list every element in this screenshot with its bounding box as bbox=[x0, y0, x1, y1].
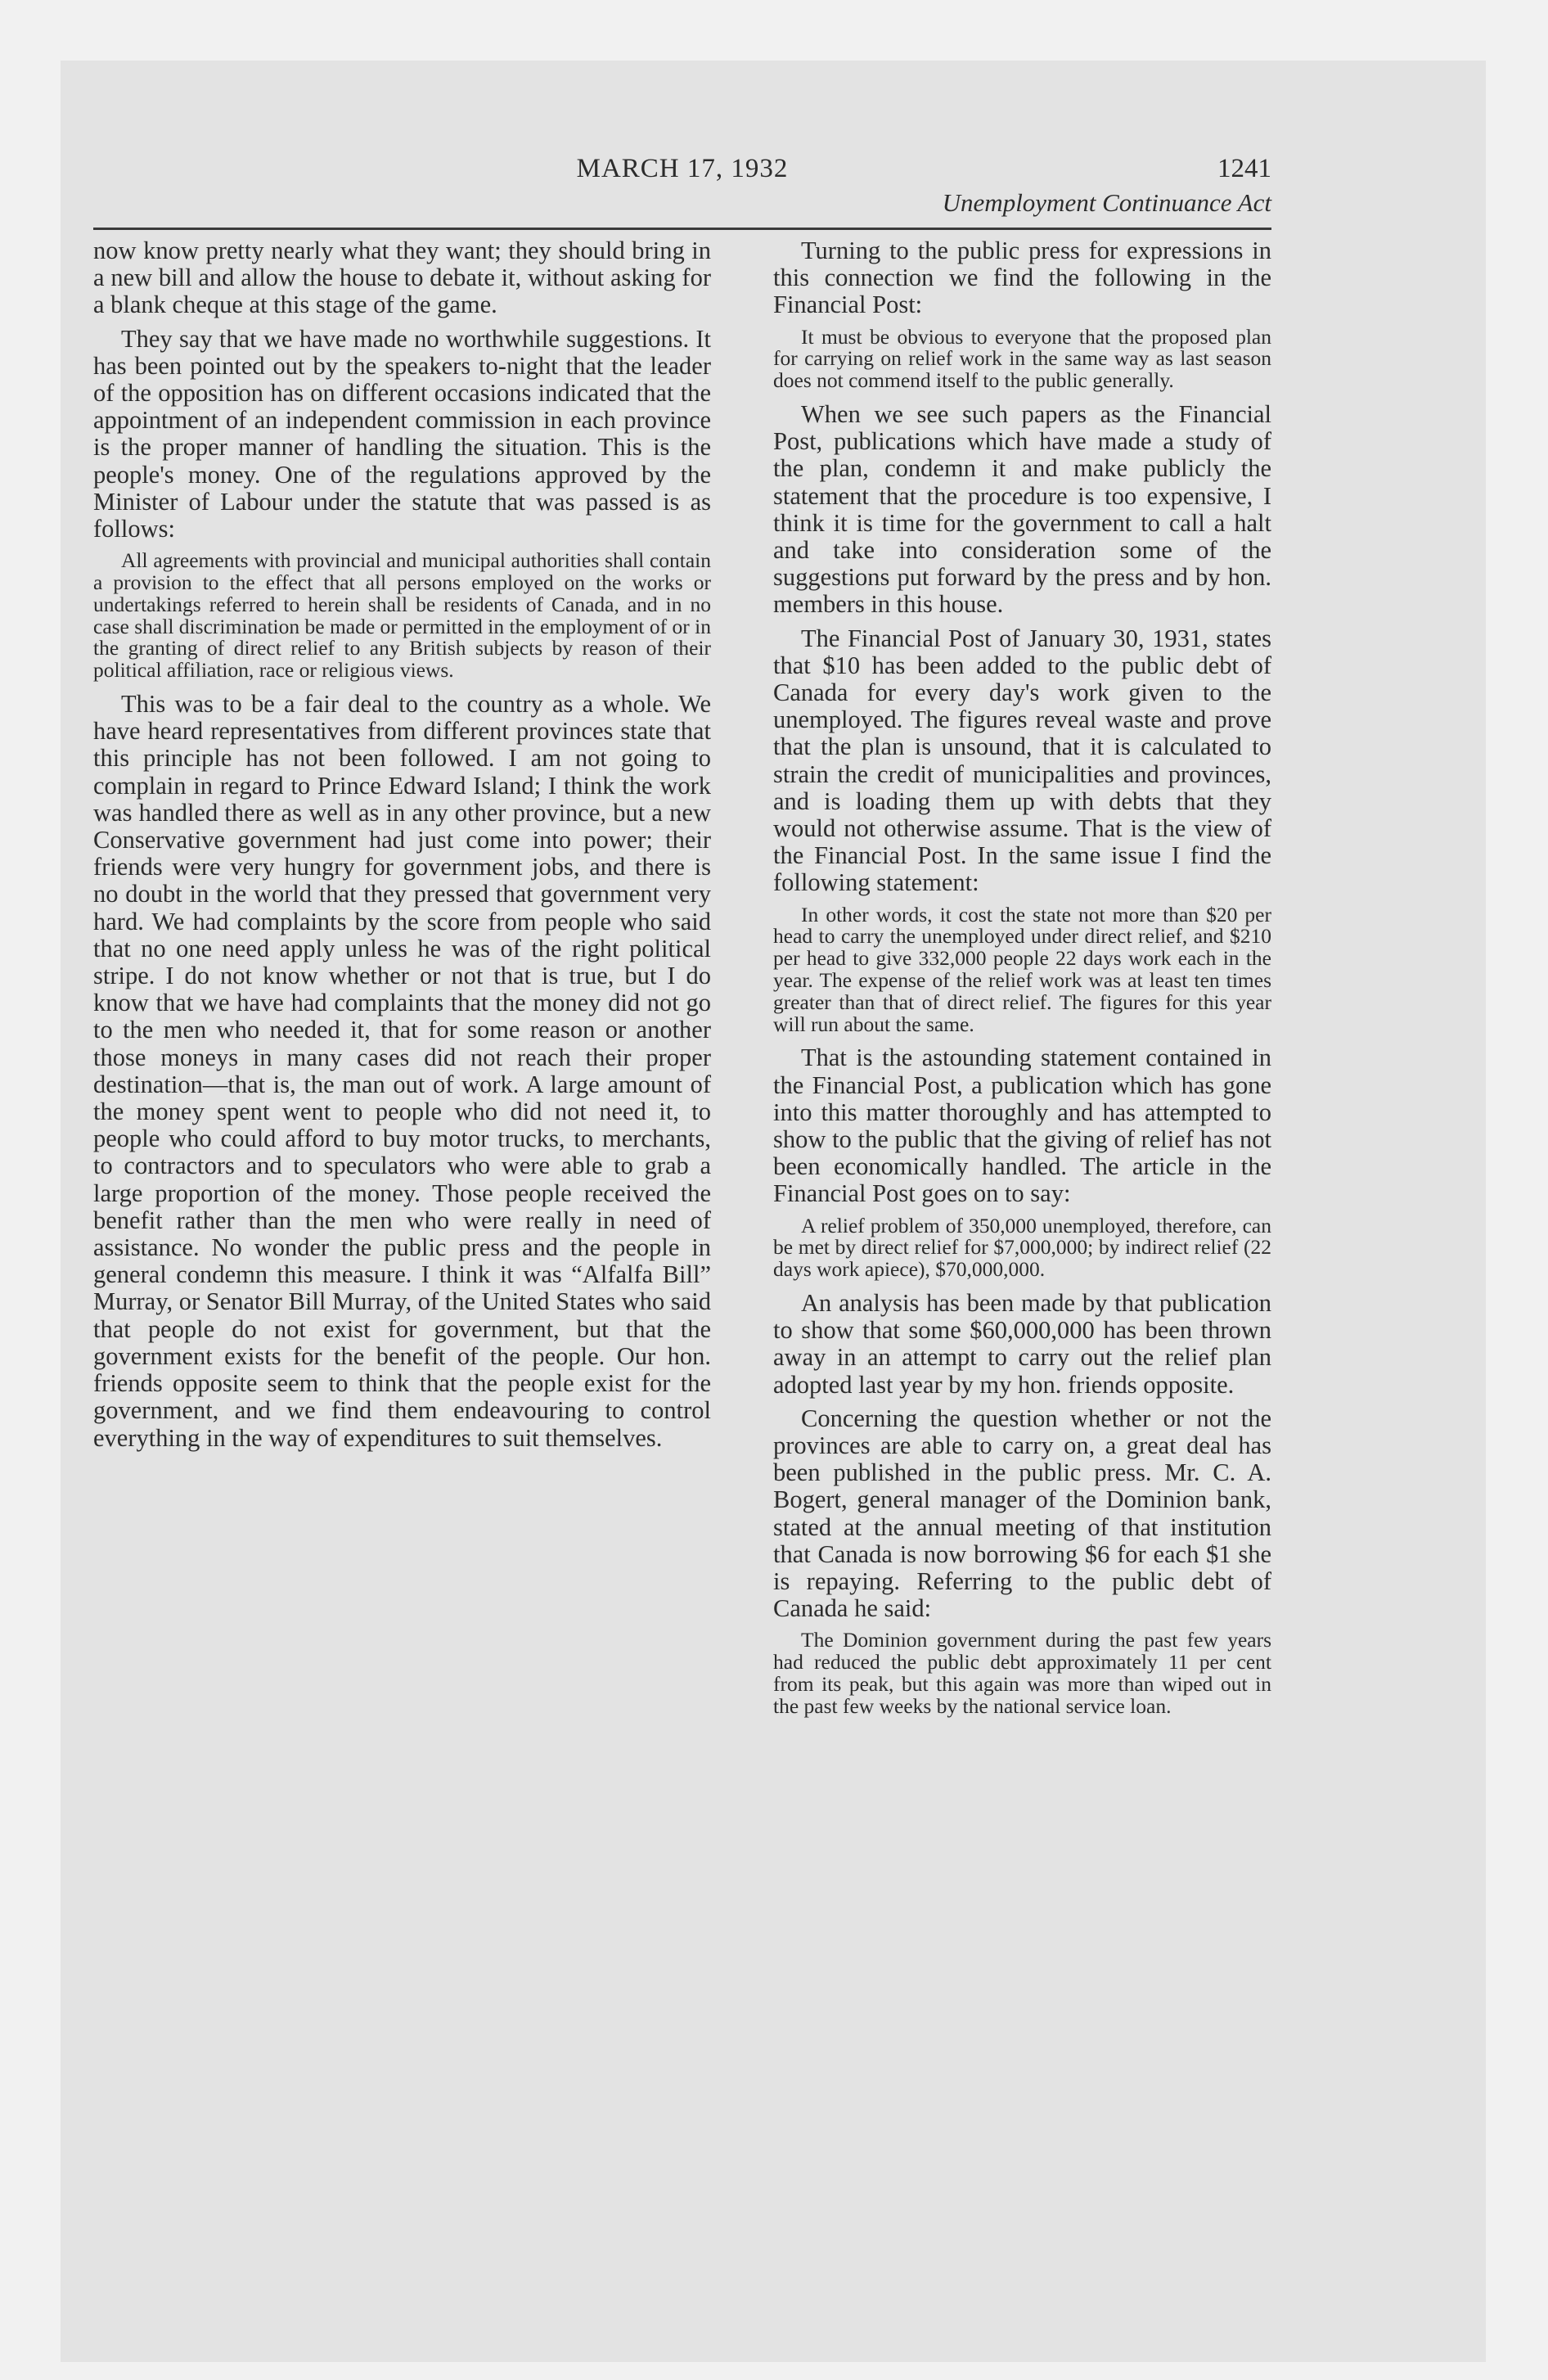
header-rule bbox=[93, 228, 1271, 230]
right-paragraph-4: That is the astounding statement contained in the Financial Post, a publication which has gone into this matter thoroughly and has attempted to show to the public that the giving of relief has not been economically handled. The article in the Financial Post goes on to say: bbox=[773, 1044, 1271, 1208]
right-quote-4: The Dominion government during the past few years had reduced the public debt approximately 11 per cent from its peak, but this again was more than wiped out in the past few weeks by the national service loan. bbox=[773, 1628, 1271, 1718]
right-quote-2: In other words, it cost the state not more than $20 per head to carry the unemployed under direct relief, and $210 per head to give 332,000 people 22 days work each in the year. The expense of the relief work was at least ten times greater than that of direct relief. The figures for this year will run about the same. bbox=[773, 902, 1271, 1036]
left-paragraph-2: They say that we have made no worthwhile suggestions. It has been pointed out by the speakers to-night that the leader of the opposition has on different occasions indicated that the appointment of an independent commission in each province is the proper manner of handling the situation. This is the people's money. One of the regulations approved by the Minister of Labour under the statute that was passed is as follows: bbox=[93, 324, 711, 543]
left-quote-1: All agreements with provincial and municipal authorities shall contain a provision to the effect that all persons employed on the works or undertakings referred to herein shall be residents of Canada, and in no case shall discrimination be made or permitted in the employment of or in the granting of direct relief to any British subjects by reason of their political affiliation, race or religious views. bbox=[93, 548, 711, 683]
running-title: Unemployment Continuance Act bbox=[942, 188, 1271, 217]
right-paragraph-2: When we see such papers as the Financial Post, publications which have made a study of the plan, condemn it and make publicly the statement that the procedure is too expensive, I think it is time for the government to call a halt and take into consideration some of the suggestions put forward by the press and by hon. members in this house. bbox=[773, 400, 1271, 619]
page-number: 1241 bbox=[1217, 154, 1271, 183]
header-date: MARCH 17, 1932 bbox=[576, 154, 789, 183]
right-paragraph-5: An analysis has been made by that publication to show that some $60,000,000 has been thrown away in an attempt to carry out the relief plan adopted last year by my hon. friends opposite. bbox=[773, 1289, 1271, 1399]
right-quote-3: A relief problem of 350,000 unemployed, therefore, can be met by direct relief for $7,000,000; by indirect relief (22 days work apiece), $70,000,000. bbox=[773, 1213, 1271, 1282]
left-paragraph-3: This was to be a fair deal to the country as a whole. We have heard representatives from different provinces state that this principle has not been followed. I am not going to complain in regard to Prince Edward Island; I think the work was handled there as well as in any other province, but a new Conservative government had just come into power; their friends were very hungry for government jobs, and there is no doubt in the world that they pressed that government very hard. We had complaints by the score from people who said that no one need apply unless he was of the right political stripe. I do not know whether or not that is true, but I do know that we have had complaints that the money did not go to the men who needed it, that for some reason or another those moneys in many cases did not reach their proper destination—that is, the man out of work. A large amount of the money spent went to people who did not need it, to people who could afford to buy motor trucks, to merchants, to contractors and to speculators who were able to grab a large proportion of the money. Those people received the benefit rather than the men who were really in need of assistance. No wonder the public press and the people in general condemn this measure. I think it was “Alfalfa Bill” Murray, or Senator Bill Murray, of the United States who said that people do not exist for government, but that the government exists for the benefit of the people. Our hon. friends opposite seem to think that the people exist for the government, and we find them endeavouring to control everything in the way of expenditures to suit themselves. bbox=[93, 690, 712, 1452]
page-header bbox=[93, 154, 1271, 228]
right-paragraph-3: The Financial Post of January 30, 1931, states that $10 has been added to the public debt of Canada for every day's work given to the unemployed. The figures reveal waste and prove that the plan is unsound, that it is calculated to strain the credit of municipalities and provinces, and is loading them up with debts that they would not otherwise assume. That is the view of the Financial Post. In the same issue I find the following statement: bbox=[773, 624, 1271, 897]
right-paragraph-6: Concerning the question whether or not the provinces are able to carry on, a great deal has been published in the public press. Mr. C. A. Bogert, general manager of the Dominion bank, stated at the annual meeting of that institution that Canada is now borrowing $6 for each $1 she is repaying. Referring to the public debt of Canada he said: bbox=[773, 1404, 1271, 1623]
right-column bbox=[773, 237, 1271, 1727]
right-paragraph-1: Turning to the public press for expressions in this connection we find the following in the Financial Post: bbox=[773, 237, 1271, 319]
left-paragraph-1: now know pretty nearly what they want; they should bring in a new bill and allow the house to debate it, without asking for a blank cheque at this stage of the game. bbox=[93, 237, 711, 319]
left-column bbox=[93, 237, 711, 1452]
right-quote-1: It must be obvious to everyone that the proposed plan for carrying on relief work in the same way as last season does not commend itself to the public generally. bbox=[773, 324, 1271, 393]
